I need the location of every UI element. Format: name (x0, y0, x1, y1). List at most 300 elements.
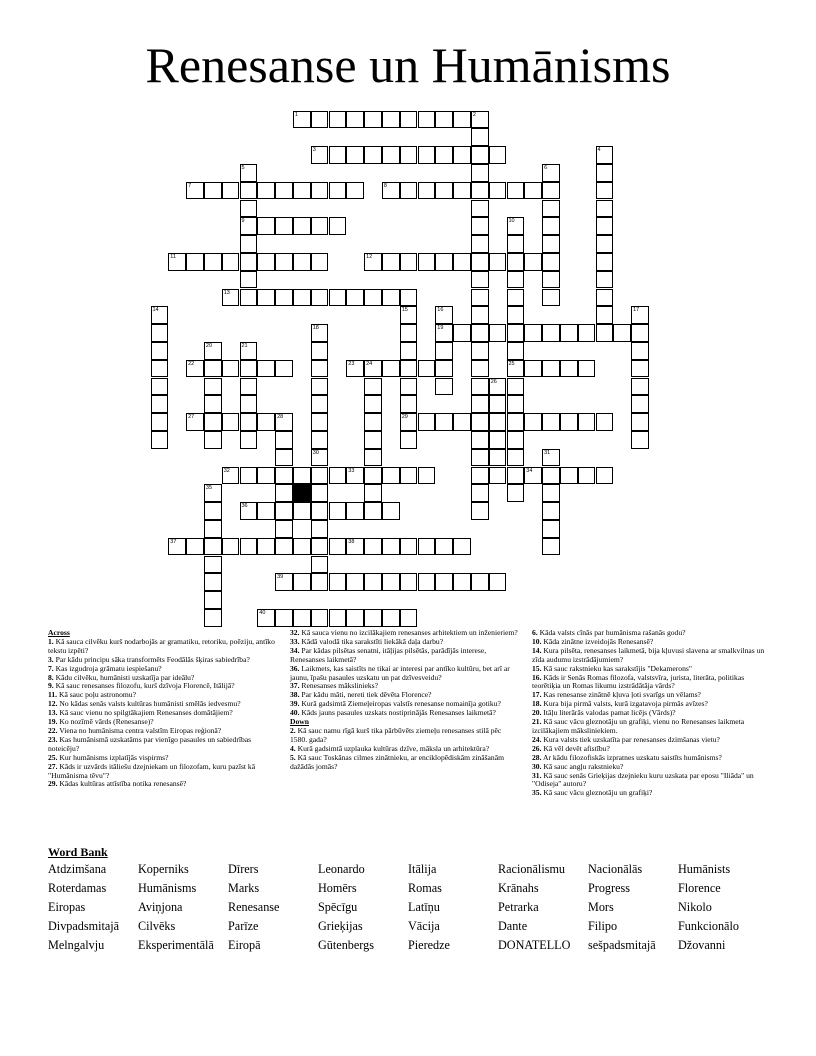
crossword-cell[interactable] (435, 253, 453, 271)
crossword-cell[interactable] (204, 502, 222, 520)
crossword-cell[interactable] (293, 538, 311, 556)
crossword-cell[interactable] (186, 182, 204, 200)
crossword-cell[interactable] (364, 395, 382, 413)
crossword-cell[interactable] (240, 200, 258, 218)
crossword-cell[interactable] (435, 111, 453, 129)
crossword-cell[interactable] (631, 360, 649, 378)
crossword-cell[interactable] (400, 538, 418, 556)
crossword-cell[interactable] (400, 306, 418, 324)
crossword-cell[interactable] (346, 360, 364, 378)
crossword-cell[interactable] (418, 146, 436, 164)
crossword-cell[interactable] (542, 360, 560, 378)
crossword-cell[interactable] (293, 182, 311, 200)
crossword-cell[interactable] (400, 146, 418, 164)
crossword-cell[interactable] (364, 484, 382, 502)
crossword-cell[interactable] (489, 431, 507, 449)
crossword-cell[interactable] (542, 520, 560, 538)
crossword-cell[interactable] (578, 360, 596, 378)
crossword-cell[interactable] (311, 413, 329, 431)
crossword-cell[interactable] (471, 271, 489, 289)
crossword-cell[interactable] (596, 413, 614, 431)
crossword-cell[interactable] (311, 395, 329, 413)
crossword-cell[interactable] (471, 200, 489, 218)
crossword-cell[interactable] (222, 538, 240, 556)
crossword-cell[interactable] (204, 556, 222, 574)
crossword-cell[interactable] (382, 467, 400, 485)
crossword-cell[interactable] (311, 573, 329, 591)
crossword-cell[interactable] (204, 484, 222, 502)
crossword-cell[interactable] (204, 413, 222, 431)
crossword-cell[interactable] (418, 253, 436, 271)
crossword-cell[interactable] (400, 431, 418, 449)
crossword-cell[interactable] (489, 467, 507, 485)
crossword-cell[interactable] (311, 253, 329, 271)
crossword-cell[interactable] (311, 467, 329, 485)
crossword-cell[interactable] (329, 609, 347, 627)
crossword-cell[interactable] (275, 182, 293, 200)
crossword-cell[interactable] (311, 502, 329, 520)
crossword-cell[interactable] (578, 413, 596, 431)
crossword-cell[interactable] (311, 289, 329, 307)
crossword-cell[interactable] (257, 360, 275, 378)
crossword-cell[interactable] (382, 538, 400, 556)
crossword-cell[interactable] (631, 431, 649, 449)
crossword-cell[interactable] (364, 413, 382, 431)
crossword-cell[interactable] (400, 111, 418, 129)
crossword-cell[interactable] (560, 360, 578, 378)
crossword-cell[interactable] (364, 538, 382, 556)
crossword-cell[interactable] (631, 324, 649, 342)
crossword-cell[interactable] (329, 146, 347, 164)
crossword-cell[interactable] (400, 182, 418, 200)
crossword-cell[interactable] (382, 360, 400, 378)
crossword-cell[interactable] (311, 324, 329, 342)
crossword-cell[interactable] (400, 609, 418, 627)
crossword-cell[interactable] (596, 146, 614, 164)
crossword-cell[interactable] (151, 431, 169, 449)
crossword-cell[interactable] (240, 217, 258, 235)
crossword-cell[interactable] (471, 431, 489, 449)
crossword-cell[interactable] (382, 289, 400, 307)
crossword-cell[interactable] (204, 360, 222, 378)
crossword-cell[interactable] (507, 235, 525, 253)
crossword-cell[interactable] (596, 271, 614, 289)
crossword-cell[interactable] (329, 182, 347, 200)
crossword-cell[interactable] (507, 395, 525, 413)
crossword-cell[interactable] (293, 573, 311, 591)
crossword-cell[interactable] (293, 253, 311, 271)
crossword-cell[interactable] (275, 609, 293, 627)
crossword-cell[interactable] (489, 413, 507, 431)
crossword-cell[interactable] (542, 467, 560, 485)
crossword-cell[interactable] (275, 217, 293, 235)
crossword-cell[interactable] (240, 164, 258, 182)
crossword-cell[interactable] (275, 520, 293, 538)
crossword-cell[interactable] (275, 538, 293, 556)
crossword-cell[interactable] (471, 342, 489, 360)
crossword-cell[interactable] (435, 182, 453, 200)
crossword-cell[interactable] (293, 289, 311, 307)
crossword-cell[interactable] (311, 556, 329, 574)
crossword-cell[interactable] (151, 378, 169, 396)
crossword-cell[interactable] (453, 146, 471, 164)
crossword-cell[interactable] (346, 111, 364, 129)
crossword-cell[interactable] (418, 467, 436, 485)
crossword-cell[interactable] (382, 573, 400, 591)
crossword-cell[interactable] (329, 217, 347, 235)
crossword-cell[interactable] (257, 538, 275, 556)
crossword-cell[interactable] (382, 182, 400, 200)
crossword-cell[interactable] (257, 609, 275, 627)
crossword-cell[interactable] (151, 395, 169, 413)
crossword-cell[interactable] (204, 520, 222, 538)
crossword-cell[interactable] (382, 111, 400, 129)
crossword-cell[interactable] (240, 378, 258, 396)
crossword-cell[interactable] (240, 413, 258, 431)
crossword-cell[interactable] (471, 164, 489, 182)
crossword-cell[interactable] (329, 502, 347, 520)
crossword-cell[interactable] (346, 467, 364, 485)
crossword-cell[interactable] (311, 449, 329, 467)
crossword-cell[interactable] (596, 324, 614, 342)
crossword-cell[interactable] (453, 182, 471, 200)
crossword-cell[interactable] (489, 378, 507, 396)
crossword-cell[interactable] (489, 395, 507, 413)
crossword-cell[interactable] (222, 467, 240, 485)
crossword-cell[interactable] (311, 431, 329, 449)
crossword-cell[interactable] (507, 484, 525, 502)
crossword-cell[interactable] (453, 111, 471, 129)
crossword-cell[interactable] (240, 467, 258, 485)
crossword-cell[interactable] (311, 182, 329, 200)
crossword-cell[interactable] (578, 467, 596, 485)
crossword-cell[interactable] (311, 111, 329, 129)
crossword-cell[interactable] (275, 467, 293, 485)
crossword-cell[interactable] (453, 253, 471, 271)
crossword-cell[interactable] (257, 253, 275, 271)
crossword-cell[interactable] (240, 342, 258, 360)
crossword-cell[interactable] (471, 395, 489, 413)
crossword-cell[interactable] (293, 217, 311, 235)
crossword-cell[interactable] (507, 306, 525, 324)
crossword-cell[interactable] (524, 182, 542, 200)
crossword-cell[interactable] (240, 271, 258, 289)
crossword-cell[interactable] (240, 253, 258, 271)
crossword-cell[interactable] (507, 360, 525, 378)
crossword-cell[interactable] (204, 573, 222, 591)
crossword-cell[interactable] (542, 200, 560, 218)
crossword-cell[interactable] (346, 502, 364, 520)
crossword-cell[interactable] (507, 289, 525, 307)
crossword-cell[interactable] (507, 271, 525, 289)
crossword-cell[interactable] (168, 538, 186, 556)
crossword-cell[interactable] (240, 502, 258, 520)
crossword-cell[interactable] (257, 467, 275, 485)
crossword-cell[interactable] (311, 146, 329, 164)
crossword-cell[interactable] (346, 538, 364, 556)
crossword-cell[interactable] (542, 324, 560, 342)
crossword-cell[interactable] (435, 146, 453, 164)
crossword-cell[interactable] (151, 306, 169, 324)
crossword-cell[interactable] (275, 502, 293, 520)
crossword-cell[interactable] (507, 342, 525, 360)
crossword-cell[interactable] (400, 573, 418, 591)
crossword-cell[interactable] (418, 360, 436, 378)
crossword-cell[interactable] (240, 182, 258, 200)
crossword-cell[interactable] (507, 253, 525, 271)
crossword-cell[interactable] (435, 538, 453, 556)
crossword-cell[interactable] (400, 378, 418, 396)
crossword-cell[interactable] (204, 538, 222, 556)
crossword-cell[interactable] (293, 111, 311, 129)
crossword-cell[interactable] (453, 413, 471, 431)
crossword-cell[interactable] (293, 467, 311, 485)
crossword-cell[interactable] (364, 253, 382, 271)
crossword-cell[interactable] (257, 217, 275, 235)
crossword-cell[interactable] (275, 431, 293, 449)
crossword-cell[interactable] (524, 360, 542, 378)
crossword-cell[interactable] (489, 573, 507, 591)
crossword-cell[interactable] (240, 289, 258, 307)
crossword-cell[interactable] (471, 360, 489, 378)
crossword-cell[interactable] (275, 289, 293, 307)
crossword-cell[interactable] (578, 324, 596, 342)
crossword-cell[interactable] (489, 146, 507, 164)
crossword-cell[interactable] (560, 467, 578, 485)
crossword-cell[interactable] (453, 538, 471, 556)
crossword-cell[interactable] (631, 342, 649, 360)
crossword-cell[interactable] (364, 146, 382, 164)
crossword-cell[interactable] (453, 573, 471, 591)
crossword-cell[interactable] (524, 413, 542, 431)
crossword-cell[interactable] (471, 306, 489, 324)
crossword-cell[interactable] (400, 360, 418, 378)
crossword-cell[interactable] (293, 609, 311, 627)
crossword-cell[interactable] (471, 128, 489, 146)
crossword-cell[interactable] (329, 467, 347, 485)
crossword-cell[interactable] (222, 289, 240, 307)
crossword-cell[interactable] (240, 395, 258, 413)
crossword-cell[interactable] (489, 324, 507, 342)
crossword-cell[interactable] (151, 413, 169, 431)
crossword-cell[interactable] (257, 413, 275, 431)
crossword-cell[interactable] (471, 484, 489, 502)
crossword-cell[interactable] (293, 502, 311, 520)
crossword-cell[interactable] (418, 413, 436, 431)
crossword-cell[interactable] (524, 467, 542, 485)
crossword-cell[interactable] (542, 289, 560, 307)
crossword-cell[interactable] (311, 342, 329, 360)
crossword-cell[interactable] (186, 538, 204, 556)
crossword-cell[interactable] (542, 235, 560, 253)
crossword-cell[interactable] (542, 217, 560, 235)
crossword-cell[interactable] (329, 538, 347, 556)
crossword-cell[interactable] (471, 324, 489, 342)
crossword-cell[interactable] (275, 449, 293, 467)
crossword-cell[interactable] (489, 253, 507, 271)
crossword-cell[interactable] (631, 306, 649, 324)
crossword-cell[interactable] (507, 378, 525, 396)
crossword-cell[interactable] (507, 324, 525, 342)
crossword-cell[interactable] (257, 289, 275, 307)
crossword-cell[interactable] (275, 573, 293, 591)
crossword-cell[interactable] (346, 573, 364, 591)
crossword-cell[interactable] (240, 360, 258, 378)
crossword-cell[interactable] (400, 289, 418, 307)
crossword-cell[interactable] (631, 395, 649, 413)
crossword-cell[interactable] (222, 253, 240, 271)
crossword-cell[interactable] (560, 413, 578, 431)
crossword-cell[interactable] (204, 182, 222, 200)
crossword-cell[interactable] (364, 431, 382, 449)
crossword-cell[interactable] (489, 182, 507, 200)
crossword-cell[interactable] (364, 289, 382, 307)
crossword-cell[interactable] (240, 235, 258, 253)
crossword-cell[interactable] (311, 360, 329, 378)
crossword-cell[interactable] (204, 378, 222, 396)
crossword-cell[interactable] (311, 520, 329, 538)
crossword-cell[interactable] (471, 253, 489, 271)
crossword-cell[interactable] (275, 413, 293, 431)
crossword-cell[interactable] (471, 413, 489, 431)
crossword-cell[interactable] (524, 253, 542, 271)
crossword-cell[interactable] (471, 235, 489, 253)
crossword-cell[interactable] (435, 573, 453, 591)
crossword-cell[interactable] (311, 609, 329, 627)
crossword-cell[interactable] (364, 111, 382, 129)
crossword-cell[interactable] (311, 484, 329, 502)
crossword-cell[interactable] (204, 591, 222, 609)
crossword-cell[interactable] (631, 413, 649, 431)
crossword-cell[interactable] (382, 146, 400, 164)
crossword-cell[interactable] (364, 360, 382, 378)
crossword-cell[interactable] (204, 395, 222, 413)
crossword-cell[interactable] (542, 449, 560, 467)
crossword-cell[interactable] (151, 324, 169, 342)
crossword-cell[interactable] (471, 573, 489, 591)
crossword-cell[interactable] (435, 378, 453, 396)
crossword-cell[interactable] (186, 360, 204, 378)
crossword-cell[interactable] (596, 467, 614, 485)
crossword-cell[interactable] (186, 413, 204, 431)
crossword-cell[interactable] (596, 217, 614, 235)
crossword-cell[interactable] (275, 253, 293, 271)
crossword-cell[interactable] (382, 502, 400, 520)
crossword-cell[interactable] (542, 182, 560, 200)
crossword-cell[interactable] (400, 342, 418, 360)
crossword-cell[interactable] (240, 538, 258, 556)
crossword-cell[interactable] (453, 324, 471, 342)
crossword-cell[interactable] (364, 573, 382, 591)
crossword-cell[interactable] (418, 538, 436, 556)
crossword-cell[interactable] (204, 431, 222, 449)
crossword-cell[interactable] (435, 413, 453, 431)
crossword-cell[interactable] (364, 449, 382, 467)
crossword-cell[interactable] (151, 360, 169, 378)
crossword-cell[interactable] (596, 306, 614, 324)
crossword-cell[interactable] (613, 324, 631, 342)
crossword-cell[interactable] (400, 253, 418, 271)
crossword-cell[interactable] (311, 217, 329, 235)
crossword-cell[interactable] (222, 360, 240, 378)
crossword-cell[interactable] (471, 467, 489, 485)
crossword-cell[interactable] (168, 253, 186, 271)
crossword-cell[interactable] (275, 484, 293, 502)
crossword-cell[interactable] (596, 253, 614, 271)
crossword-cell[interactable] (542, 271, 560, 289)
crossword-cell[interactable] (435, 324, 453, 342)
crossword-cell[interactable] (435, 342, 453, 360)
crossword-cell[interactable] (311, 378, 329, 396)
crossword-cell[interactable] (542, 164, 560, 182)
crossword-cell[interactable] (507, 467, 525, 485)
crossword-cell[interactable] (542, 502, 560, 520)
crossword-cell[interactable] (471, 217, 489, 235)
crossword-cell[interactable] (471, 289, 489, 307)
crossword-cell[interactable] (240, 431, 258, 449)
crossword-cell[interactable] (596, 235, 614, 253)
crossword-cell[interactable] (346, 289, 364, 307)
crossword-cell[interactable] (275, 360, 293, 378)
crossword-cell[interactable] (204, 342, 222, 360)
crossword-cell[interactable] (542, 484, 560, 502)
crossword-cell[interactable] (596, 289, 614, 307)
crossword-cell[interactable] (489, 449, 507, 467)
crossword-cell[interactable] (524, 324, 542, 342)
crossword-cell[interactable] (435, 306, 453, 324)
crossword-cell[interactable] (471, 502, 489, 520)
crossword-cell[interactable] (257, 182, 275, 200)
crossword-cell[interactable] (329, 573, 347, 591)
crossword-cell[interactable] (507, 413, 525, 431)
crossword-cell[interactable] (204, 253, 222, 271)
crossword-cell[interactable] (382, 609, 400, 627)
crossword-cell[interactable] (507, 431, 525, 449)
crossword-cell[interactable] (257, 502, 275, 520)
crossword-cell[interactable] (400, 324, 418, 342)
crossword-cell[interactable] (471, 111, 489, 129)
crossword-cell[interactable] (151, 342, 169, 360)
crossword-cell[interactable] (471, 449, 489, 467)
crossword-cell[interactable] (364, 609, 382, 627)
crossword-cell[interactable] (346, 609, 364, 627)
crossword-cell[interactable] (631, 378, 649, 396)
crossword-cell[interactable] (418, 182, 436, 200)
crossword-cell[interactable] (507, 449, 525, 467)
crossword-cell[interactable] (364, 467, 382, 485)
crossword-cell[interactable] (542, 538, 560, 556)
crossword-cell[interactable] (418, 573, 436, 591)
crossword-cell[interactable] (364, 502, 382, 520)
crossword-cell[interactable] (418, 111, 436, 129)
crossword-cell[interactable] (222, 413, 240, 431)
crossword-cell[interactable] (186, 253, 204, 271)
crossword-cell[interactable] (400, 395, 418, 413)
crossword-cell[interactable] (346, 182, 364, 200)
crossword-cell[interactable] (435, 360, 453, 378)
crossword-cell[interactable] (400, 467, 418, 485)
crossword-cell[interactable] (471, 378, 489, 396)
crossword-cell[interactable] (596, 164, 614, 182)
crossword-cell[interactable] (542, 413, 560, 431)
crossword-cell[interactable] (560, 324, 578, 342)
crossword-cell[interactable] (596, 200, 614, 218)
crossword-cell[interactable] (471, 146, 489, 164)
crossword-cell[interactable] (329, 289, 347, 307)
crossword-cell[interactable] (204, 609, 222, 627)
crossword-cell[interactable] (329, 111, 347, 129)
crossword-cell[interactable] (507, 217, 525, 235)
